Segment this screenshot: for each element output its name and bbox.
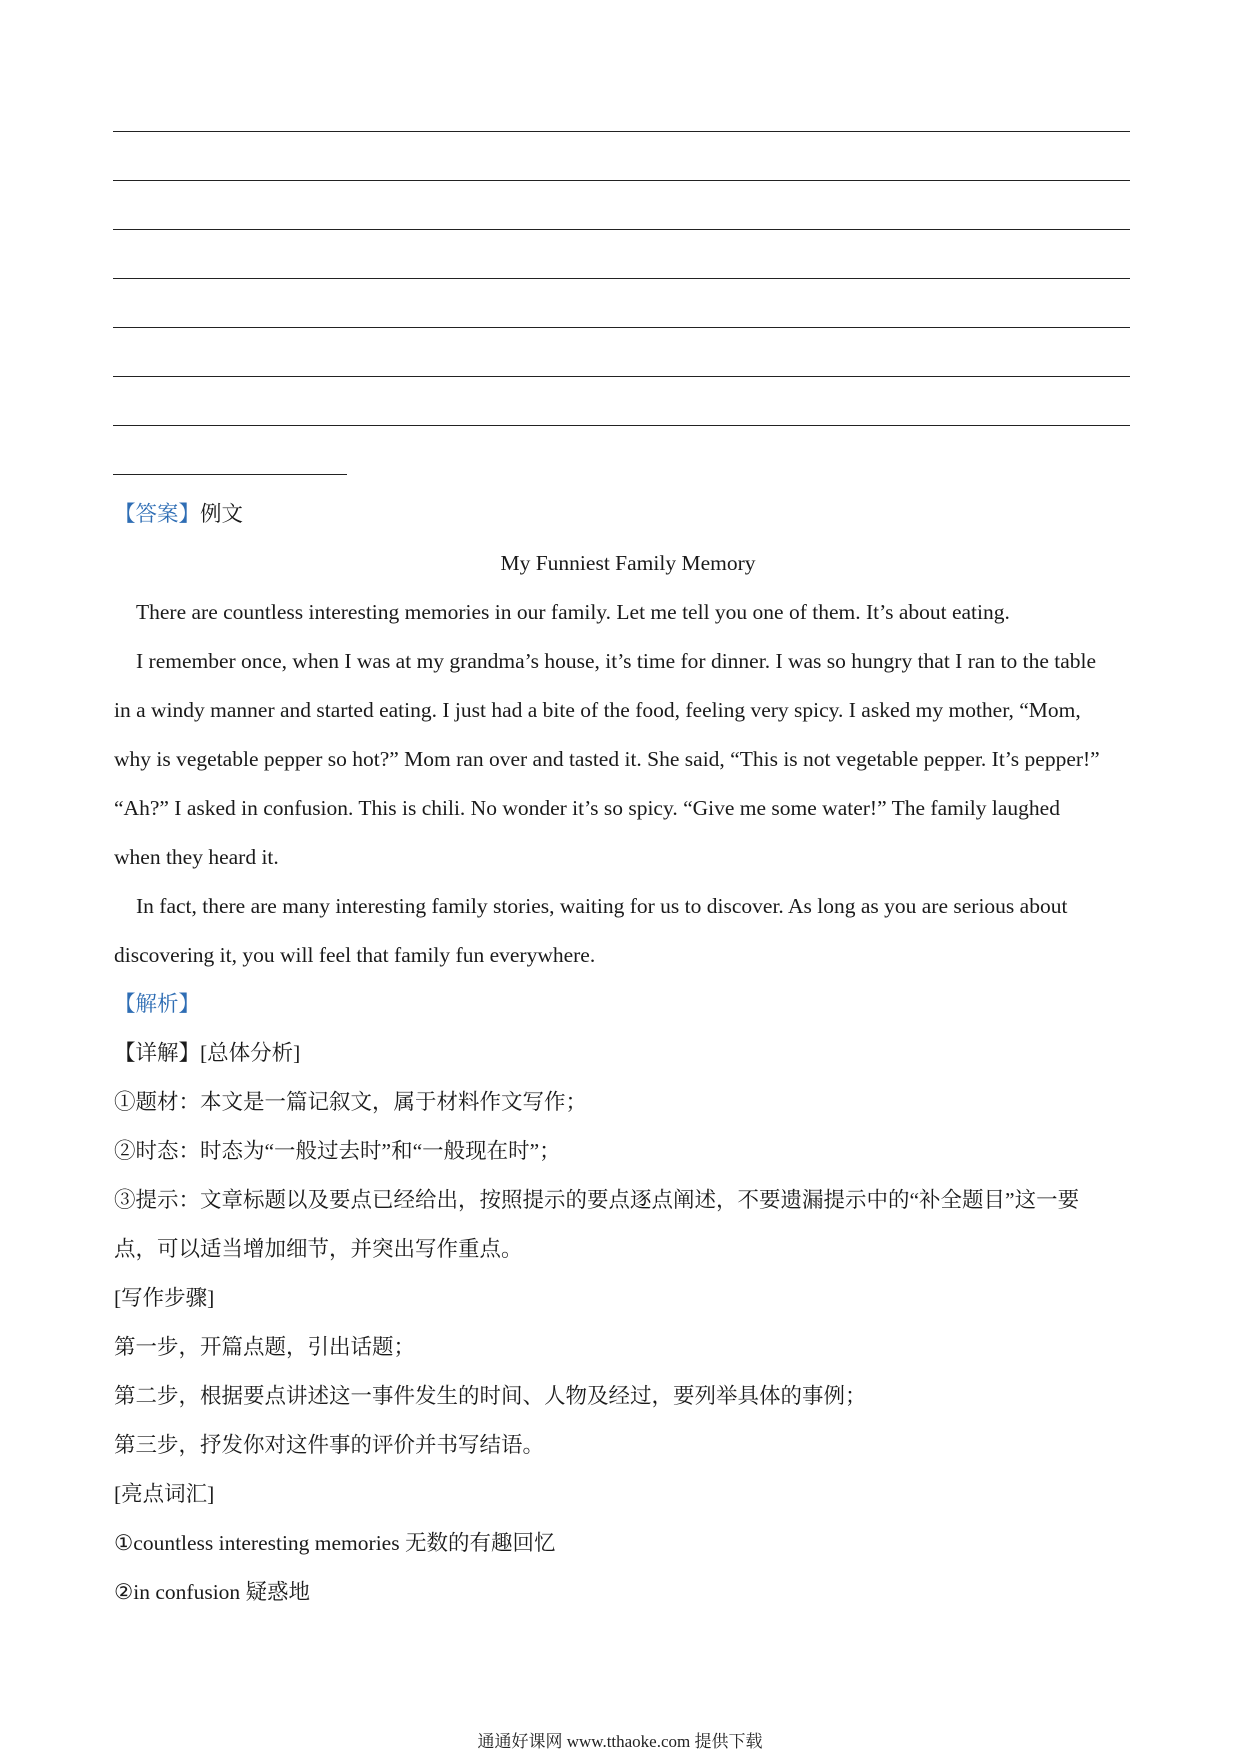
step-item: 第二步，根据要点讲述这一事件发生的时间、人物及经过，要列举具体的事例； (114, 1384, 867, 1408)
essay-line: There are countless interesting memories in our family. Let me tell you one of them. It’s about eating. (136, 600, 1010, 624)
essay-line: when they heard it. (114, 845, 279, 869)
writing-line (113, 229, 1130, 230)
vocab-heading: [亮点词汇] (114, 1482, 215, 1506)
essay-line: why is vegetable pepper so hot?” Mom ran over and tasted it. She said, “This is not vegetable pepper. It’s pepper!” (114, 747, 1100, 771)
analysis-label: 【解析】 (114, 992, 201, 1016)
step-item: 第一步，开篇点题，引出话题； (114, 1335, 416, 1359)
writing-line-short (113, 474, 347, 475)
answer-content (114, 490, 1130, 1617)
page-footer: 通通好课网 www.tthaoke.com 提供下载 (477, 1732, 763, 1751)
writing-line (113, 131, 1130, 132)
answer-writing-lines (113, 131, 1130, 523)
answer-text: 例文 (200, 502, 244, 526)
analysis-item: ①题材：本文是一篇记叙文，属于材料作文写作； (114, 1090, 588, 1114)
step-item: 第三步，抒发你对这件事的评价并书写结语。 (114, 1433, 545, 1457)
writing-line (113, 278, 1130, 279)
vocab-item: ②in confusion 疑惑地 (114, 1580, 311, 1604)
essay-line: “Ah?” I asked in confusion. This is chili. No wonder it’s so spicy. “Give me some water!” The family laughed (114, 796, 1060, 820)
writing-line (113, 376, 1130, 377)
detail-label: 【详解】 (114, 1041, 201, 1065)
analysis-item: ③提示：文章标题以及要点已经给出，按照提示的要点逐点阐述，不要遗漏提示中的“补全题目”这一要 (114, 1188, 1080, 1212)
steps-heading: [写作步骤] (114, 1286, 215, 1310)
answer-label: 【答案】 (114, 502, 201, 526)
essay-title: My Funniest Family Memory (500, 551, 756, 575)
writing-line (113, 180, 1130, 181)
detail-heading (114, 1029, 1130, 1078)
overall-analysis-heading: [总体分析] (200, 1041, 301, 1065)
writing-line (113, 327, 1130, 328)
essay-line: I remember once, when I was at my grandma’s house, it’s time for dinner. I was so hungry that I ran to the table (136, 649, 1097, 673)
essay-line: In fact, there are many interesting family stories, waiting for us to discover. As long as you are serious about (136, 894, 1068, 918)
essay-line: discovering it, you will feel that family fun everywhere. (114, 943, 596, 967)
analysis-item: ②时态：时态为“一般过去时”和“一般现在时”； (114, 1139, 561, 1163)
answer-heading (114, 490, 1130, 539)
vocab-item: ①countless interesting memories 无数的有趣回忆 (114, 1531, 556, 1555)
writing-line (113, 425, 1130, 426)
essay-line: in a windy manner and started eating. I just had a bite of the food, feeling very spicy. I asked my mother, “Mom, (114, 698, 1081, 722)
analysis-item: 点，可以适当增加细节，并突出写作重点。 (114, 1237, 523, 1261)
